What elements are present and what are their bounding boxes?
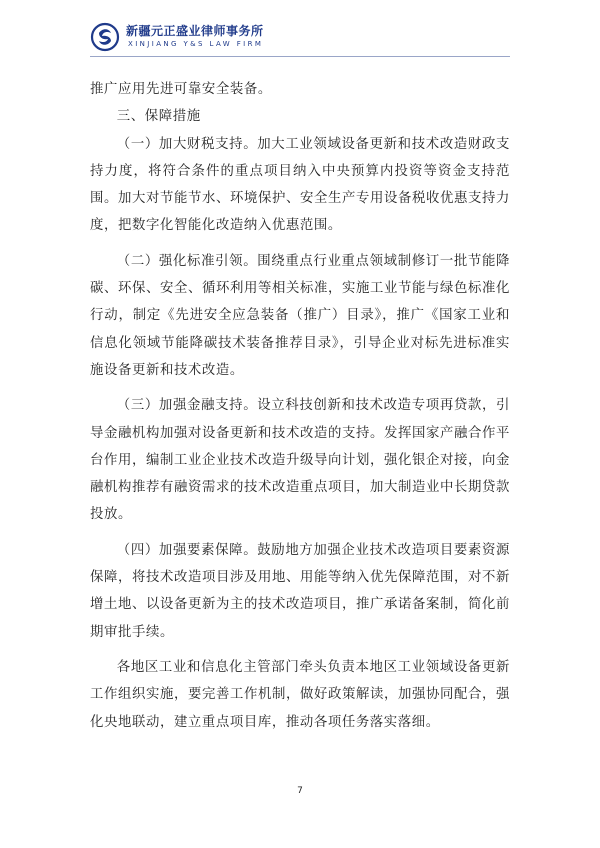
paragraph-continuation: 推广应用先进可靠安全装备。 xyxy=(90,82,272,97)
page-header xyxy=(90,20,510,54)
section-heading: 三、保障措施 xyxy=(116,109,201,125)
firm-logo-icon xyxy=(90,22,120,52)
paragraph-implementation: 各地区工业和信息化主管部门牵头负责本地区工业领域设备更新工作组织实施，要完善工作机制，做好政策解读，加强协同配合，强化央地联动，建立重点项目库，推动各项任务落实落细。 xyxy=(90,659,510,730)
paragraph-financial-support: （三）加强金融支持。设立科技创新和技术改造专项再贷款，引导金融机构加强对设备更新和技术改造的支持。发挥国家产融合作平台作用，编制工业企业技术改造升级导向计划，强化银企对接，向金融机构推荐有融资需求的技术改造重点项目，加大制造业中长期贷款投放。 xyxy=(90,398,510,523)
paragraph-factor-guarantee: （四）加强要素保障。鼓励地方加强企业技术改造项目要素资源保障，将技术改造项目涉及用地、用能等纳入优先保障范围，对不新增土地、以设备更新为主的技术改造项目，推广承诺备案制，简化前期审批手续。 xyxy=(90,542,510,640)
firm-name-cn: 新疆元正盛业律师事务所 xyxy=(126,24,264,38)
page-number: 7 xyxy=(297,786,303,796)
paragraph-standards: （二）强化标准引领。围绕重点行业重点领域制修订一批节能降碳、环保、安全、循环利用等相关标准，实施工业节能与绿色标准化行动，制定《先进安全应急装备（推广）目录》，推广《国家工业和信息化领域节能降碳技术装备推荐目录》，引导企业对标先进标准实施设备更新和技术改造。 xyxy=(90,253,510,378)
header-divider xyxy=(90,56,510,57)
document-body xyxy=(90,76,510,736)
firm-name-en: XINJIANG Y&S LAW FIRM xyxy=(128,40,264,48)
paragraph-fiscal-support: （一）加大财税支持。加大工业领域设备更新和技术改造财政支持力度，将符合条件的重点项目纳入中央预算内投资等资金支持范围。加大对节能节水、环境保护、安全生产专用设备税收优惠支持力度，把数字化智能化改造纳入优惠范围。 xyxy=(90,136,510,234)
